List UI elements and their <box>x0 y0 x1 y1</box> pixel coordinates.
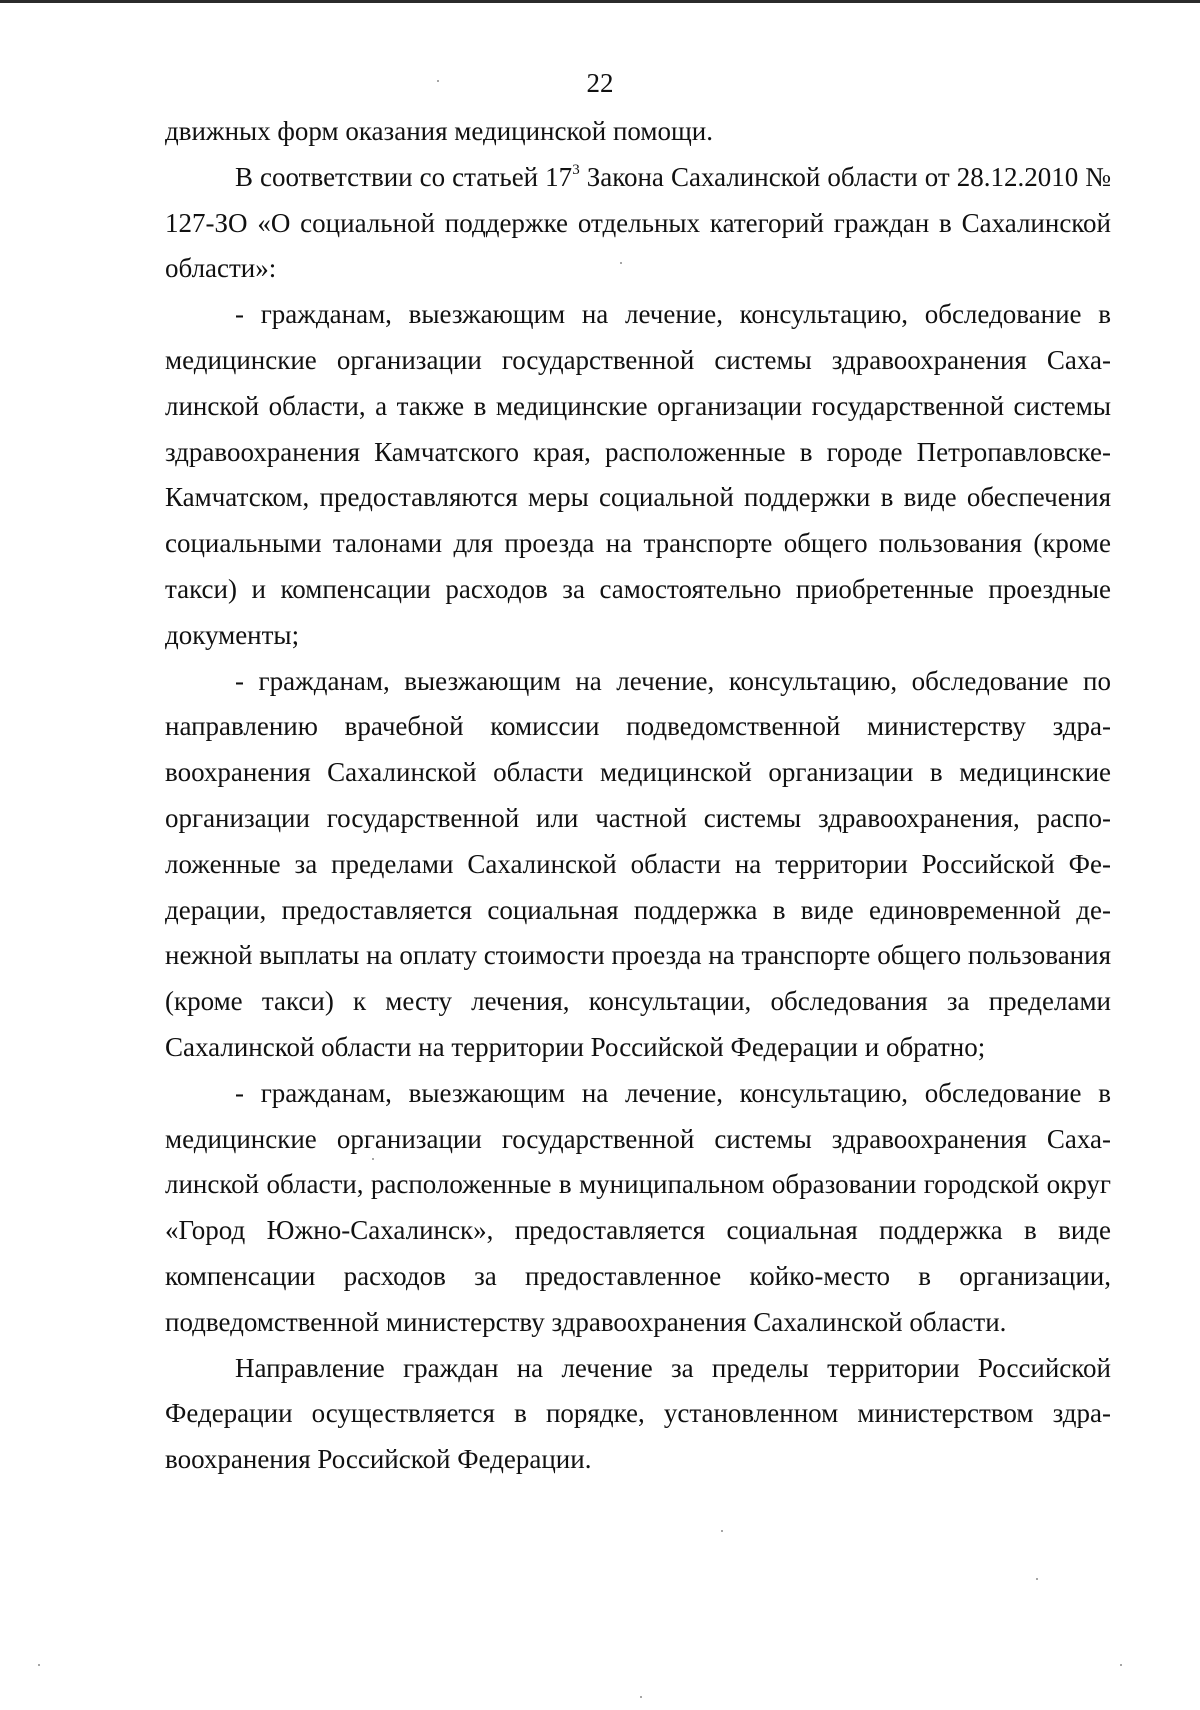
paragraph-continuation: движных форм оказания медицинской помощи. <box>165 116 713 146</box>
scan-speck <box>1036 1578 1038 1580</box>
scan-speck <box>437 80 439 82</box>
document-body <box>165 109 1111 1483</box>
paragraph-referral-abroad: Направление граждан на лечение за пределы территории Российской Федерации осуществляется в порядке, установленном министерством здравоохранения Российской Федерации. <box>165 1352 1111 1475</box>
page-number: 22 <box>586 68 614 98</box>
scan-speck <box>620 262 622 264</box>
article-superscript: 3 <box>572 161 580 178</box>
scan-speck <box>721 1530 723 1532</box>
paragraph-list-item-2: - гражданам, выезжающим на лечение, консультацию, обследование по направлению врачебной комиссии подведомственной министерству здравоохранения Сахалинской области медицинской организации в медицинские организации государственной или частной системы здравоохранения, расположенные за пределами Сахалинской области на территории Российской Федерации, предоставляется социальная поддержка в виде единовременной денежной выплаты на оплату стоимости проезда на транспорте общего пользования (кроме такси) к месту лечения, консультации, обследования за пределами Сахалинской области на территории Российской Федерации и обратно; <box>165 665 1111 1062</box>
paragraph-list-item-1: - гражданам, выезжающим на лечение, консультацию, обследование в медицинские организации государственной системы здравоохранения Сахалинской области, а также в медицинские организации государственной системы здравоохранения Камчатского края, расположенные в городе Петропавловске-Камчатском, предоставляются меры социальной поддержки в виде обеспечения социальными талонами для проезда на транспорте общего пользования (кроме такси) и компенсации расходов за самостоятельно приобретенные проездные документы; <box>165 299 1111 650</box>
paragraph-law-reference <box>165 155 1111 292</box>
scan-speck <box>372 1158 374 1160</box>
law-reference-text-start: В соответствии со статьей 17 <box>235 161 573 192</box>
scan-speck <box>38 1664 40 1666</box>
law-reference-text-end: Закона Сахалинской области от 28.12.2010 № 127-ЗО «О социальной поддержке отдельных категорий граждан в Сахалинской области»: <box>165 161 1112 284</box>
scan-speck <box>1120 1664 1122 1666</box>
scan-speck <box>640 1696 642 1698</box>
paragraph-list-item-3: - гражданам, выезжающим на лечение, консультацию, обследование в медицинские организации государственной системы здравоохранения Сахалинской области, расположенные в муниципальном образовании городской округ «Город Южно-Сахалинск», предоставляется социальная поддержка в виде компенсации расходов за предоставленное койко-место в организации, подведомственной министерству здравоохранения Сахалинской области. <box>165 1077 1111 1337</box>
scan-top-edge <box>0 0 1200 3</box>
